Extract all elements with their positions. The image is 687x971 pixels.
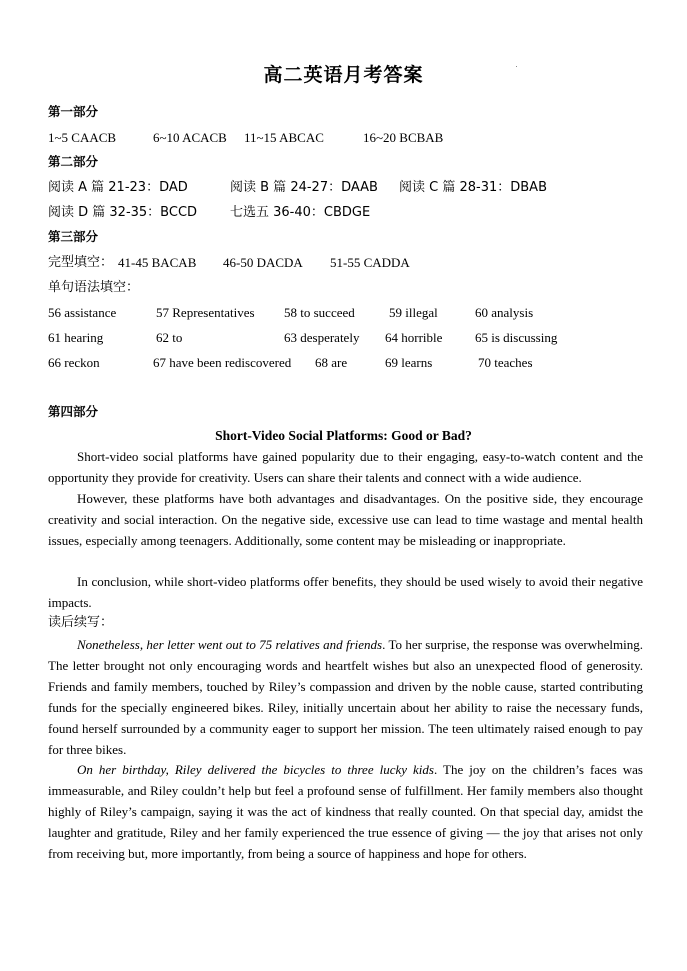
cloze-answers-46-50: 46-50 DACDA xyxy=(223,255,303,270)
grammar-answer: 68 are xyxy=(315,355,348,370)
continuation-paragraph-2 xyxy=(48,759,643,864)
cloze-label: 完型填空： xyxy=(48,255,114,270)
reading-d-answers: 阅读 D 篇 32-35：BCCD xyxy=(48,205,198,220)
essay-paragraph: However, these platforms have both advantages and disadvantages. On the positive side, they encourage creativity and social interaction. On the negative side, excessive use can lead to time wastage and mental health issues, especially among teenagers. Additionally, some content may be misleading or inappropriate. xyxy=(48,491,643,548)
part1-answers-16-20: 16~20 BCBAB xyxy=(363,130,444,145)
part3-heading: 第三部分 xyxy=(48,229,99,244)
seven-choose-five-answers: 七选五 36-40：CBDGE xyxy=(230,205,371,220)
part1-heading: 第一部分 xyxy=(48,104,99,119)
reading-a-answers: 阅读 A 篇 21-23：DAD xyxy=(48,180,188,195)
grammar-answer: 64 horrible xyxy=(385,330,443,345)
stray-dot xyxy=(516,66,517,67)
grammar-answer: 59 illegal xyxy=(389,305,438,320)
cloze-answers-51-55: 51-55 CADDA xyxy=(330,255,410,270)
grammar-answer: 69 learns xyxy=(385,355,433,370)
essay-paragraph: In conclusion, while short-video platforms offer benefits, they should be used wisely to avoid their negative impacts. xyxy=(48,574,643,610)
essay-title: Short-Video Social Platforms: Good or Bad? xyxy=(215,428,472,443)
continuation-lead-sentence: Nonetheless, her letter went out to 75 relatives and friends xyxy=(77,637,383,652)
grammar-answer: 56 assistance xyxy=(48,305,117,320)
grammar-fill-label: 单句语法填空： xyxy=(48,280,140,295)
page-title: 高二英语月考答案 xyxy=(263,64,424,86)
part4-heading: 第四部分 xyxy=(48,404,99,419)
grammar-answer: 63 desperately xyxy=(284,330,360,345)
reading-c-answers: 阅读 C 篇 28-31：DBAB xyxy=(399,180,547,195)
continuation-body: . To her surprise, the response was overwhelming. The letter brought not only encouraging words and heartfelt wishes but also an unexpected flood of generosity. Friends and family members, touched by Riley’s compassion and driven by the noble cause, started contributing funds for the specially engineered bikes. Riley, initially uncertain about her ability to raise the necessary funds, found herself surrounded by a community eager to support her mission. The teen ultimately raised enough to pay for three bikes. xyxy=(48,637,643,757)
grammar-answer: 65 is discussing xyxy=(475,330,558,345)
part1-answers-11-15: 11~15 ABCAC xyxy=(244,130,324,145)
continuation-paragraph-1 xyxy=(48,634,643,760)
grammar-answer: 62 to xyxy=(156,330,183,345)
grammar-answer: 60 analysis xyxy=(475,305,534,320)
part1-answers-6-10: 6~10 ACACB xyxy=(153,130,227,145)
grammar-answer: 57 Representatives xyxy=(156,305,255,320)
cloze-answers-41-45: 41-45 BACAB xyxy=(118,255,197,270)
grammar-answer: 67 have been rediscovered xyxy=(153,355,292,370)
reading-b-answers: 阅读 B 篇 24-27：DAAB xyxy=(230,180,378,195)
part2-heading: 第二部分 xyxy=(48,154,99,169)
continuation-writing-label: 读后续写： xyxy=(48,615,114,630)
continuation-lead-sentence: On her birthday, Riley delivered the bicycles to three lucky kids xyxy=(77,762,434,777)
continuation-body: . The joy on the children’s faces was immeasurable, and Riley couldn’t help but feel a profound sense of fulfillment. Her family members also thought highly of Riley’s campaign, saying it was the act of kindness that really counted. On that special day, amidst the laughter and gratitude, Riley and her family experienced the true essence of giving — the joy that arises not only from receiving but, more importantly, from being a source of happiness and hope for others. xyxy=(48,762,643,861)
grammar-answer: 58 to succeed xyxy=(284,305,355,320)
part1-answers-1-5: 1~5 CAACB xyxy=(48,130,117,145)
essay-paragraph: Short-video social platforms have gained popularity due to their engaging, easy-to-watch content and the opportunity they provide for creativity. Users can share their talents and connect with a wide audience. xyxy=(48,449,643,485)
grammar-answer: 66 reckon xyxy=(48,355,100,370)
grammar-answer: 61 hearing xyxy=(48,330,104,345)
grammar-answer: 70 teaches xyxy=(478,355,533,370)
